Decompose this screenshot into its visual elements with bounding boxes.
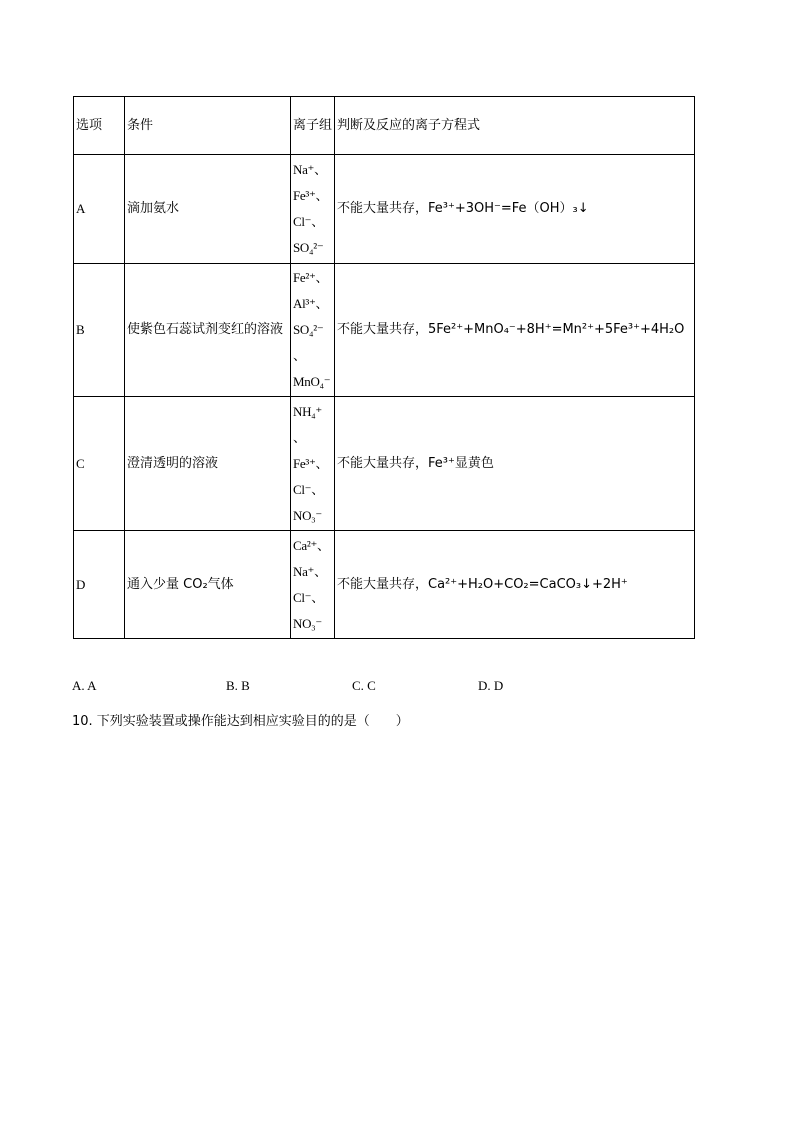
ion: Na⁺、 — [293, 162, 327, 177]
ion: Cl⁻、 — [293, 481, 324, 497]
header-condition: 条件 — [125, 97, 291, 155]
header-judgment: 判断及反应的离子方程式 — [335, 97, 695, 155]
row-option: C — [74, 397, 125, 531]
ion: Ca²⁺、 — [293, 537, 330, 553]
ion: Na⁺、 — [293, 563, 327, 579]
header-ions: 离子组 — [291, 97, 335, 155]
choice-a[interactable]: A. A — [72, 678, 97, 693]
row-option: D — [74, 531, 125, 639]
row-condition: 滴加氨水 — [125, 155, 291, 264]
row-condition: 通入少量 CO₂气体 — [125, 531, 291, 639]
question-table — [73, 96, 695, 639]
row-option: A — [74, 155, 125, 264]
ion: Fe²⁺、 — [293, 270, 329, 285]
table-header-row — [74, 97, 695, 155]
row-judgment: 不能大量共存，Ca²⁺+H₂O+CO₂=CaCO₃↓+2H⁺ — [335, 531, 695, 639]
answer-choices — [72, 678, 672, 698]
table-row — [74, 531, 695, 639]
ion: 、 — [293, 429, 306, 445]
row-judgment: 不能大量共存，5Fe²⁺+MnO₄⁻+8H⁺=Mn²⁺+5Fe³⁺+4H₂O — [335, 264, 695, 397]
row-condition: 使紫色石蕊试剂变红的溶液 — [125, 264, 291, 397]
row-judgment: 不能大量共存，Fe³⁺显黄色 — [335, 397, 695, 531]
ion: Al³⁺、 — [293, 296, 329, 311]
ion: Fe³⁺、 — [293, 188, 329, 203]
choice-d[interactable]: D. D — [478, 678, 504, 693]
choice-b[interactable]: B. B — [226, 678, 250, 693]
table-row — [74, 264, 695, 397]
question-10-text: 10. 下列实验装置或操作能达到相应实验目的的是（ ） — [72, 714, 409, 729]
ion: NO₃⁻ — [293, 615, 322, 631]
row-ions — [291, 264, 335, 397]
choice-c[interactable]: C. C — [352, 678, 376, 693]
header-option: 选项 — [74, 97, 125, 155]
ion: NH₄⁺ — [293, 403, 322, 419]
ion: MnO₄⁻ — [293, 374, 331, 389]
ion: Cl⁻、 — [293, 589, 324, 605]
row-judgment: 不能大量共存，Fe³⁺+3OH⁻=Fe（OH）₃↓ — [335, 155, 695, 264]
row-ions — [291, 155, 335, 264]
ion: Cl⁻、 — [293, 214, 324, 229]
ion: SO₄²⁻ — [293, 322, 324, 337]
row-ions — [291, 531, 335, 639]
ion: SO₄²⁻ — [293, 240, 324, 255]
ion: NO₃⁻ — [293, 507, 322, 523]
row-condition: 澄清透明的溶液 — [125, 397, 291, 531]
table-row — [74, 155, 695, 264]
row-option: B — [74, 264, 125, 397]
ion: Fe³⁺、 — [293, 455, 329, 471]
ion: 、 — [293, 348, 306, 363]
row-ions — [291, 397, 335, 531]
table-row — [74, 397, 695, 531]
